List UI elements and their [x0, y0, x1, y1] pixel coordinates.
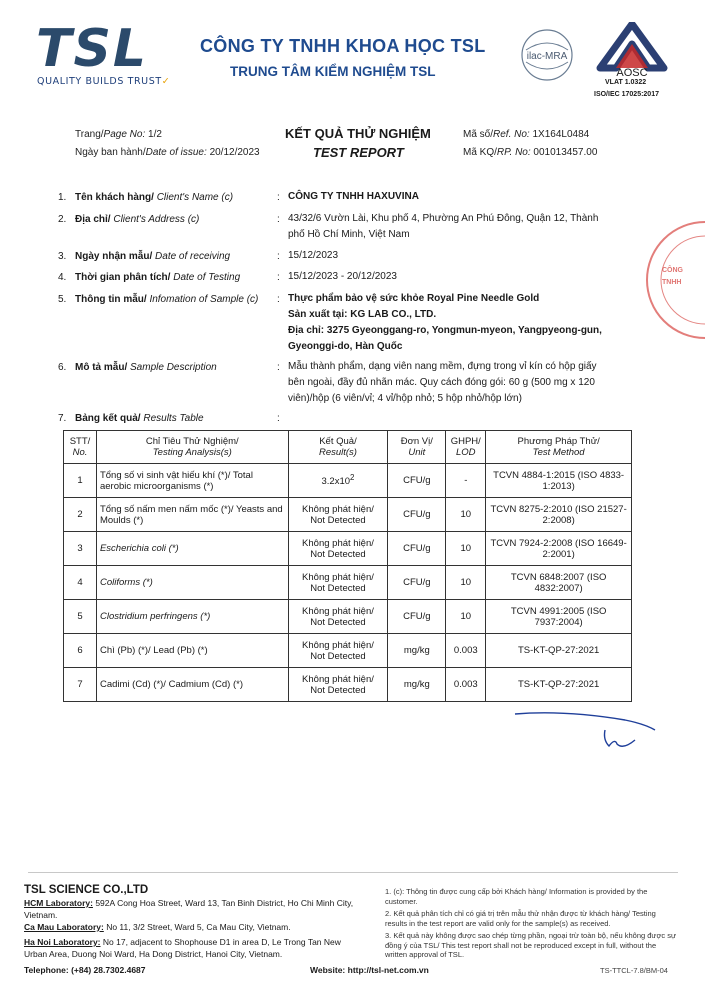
table-row	[64, 532, 632, 566]
svg-text:TNHH: TNHH	[662, 279, 682, 286]
cell-analysis: Clostridium perfringens (*)	[96, 600, 288, 634]
cell-method: TCVN 7924-2:2008 (ISO 16649-2:2001)	[486, 532, 632, 566]
field-number: 6.	[58, 362, 67, 373]
ilac-mra-logo	[520, 28, 574, 82]
table-header-row	[64, 431, 632, 464]
footer-telephone: Telephone: (+84) 28.7302.4687	[24, 965, 146, 975]
footer-note-1: 1. (c): Thông tin được cung cấp bởi Khách hàng/ Information is provided by the customer.	[385, 887, 648, 906]
table-row	[64, 634, 632, 668]
cell-lod: -	[446, 464, 486, 498]
cell-analysis: Escherichia coli (*)	[96, 532, 288, 566]
cell-result: Không phát hiện/ Not Detected	[288, 566, 388, 600]
cell-result: Không phát hiện/ Not Detected	[288, 498, 388, 532]
cell-no: 5	[64, 600, 97, 634]
cell-unit: CFU/g	[388, 600, 446, 634]
cell-analysis: Tổng số nấm men nấm mốc (*)/ Yeasts and Moulds (*)	[96, 498, 288, 532]
svg-text:TSL: TSL	[36, 19, 149, 74]
field-label: Ngày nhận mẫu/ Date of receiving	[75, 251, 231, 262]
receiving-date: 15/12/2023	[288, 250, 339, 261]
table-row	[64, 566, 632, 600]
cell-analysis: Tổng số vi sinh vật hiếu khí (*)/ Total aerobic microorganisms (*)	[96, 464, 288, 498]
col-header-analysis: Chỉ Tiêu Thử Nghiệm/ Testing Analysis(s)	[96, 431, 288, 464]
field-colon: :	[277, 294, 280, 305]
client-address: 43/32/6 Vườn Lài, Khu phố 4, Phường An Phú Đông, Quận 12, Thành phố Hồ Chí Minh, Việt Nam	[288, 213, 599, 240]
results-table	[63, 430, 632, 702]
cell-lod: 10	[446, 498, 486, 532]
cell-no: 4	[64, 566, 97, 600]
cell-no: 2	[64, 498, 97, 532]
hanoi-laboratory: Ha Noi Laboratory: No 17, adjacent to Shophouse D1 in area D, Le Trong Tan New Urban Area, Duong Noi Ward, Ha Dong District, Hanoi City, Vietnam.	[24, 937, 341, 959]
footer-divider	[28, 872, 678, 873]
field-colon: :	[277, 362, 280, 373]
field-number: 5.	[58, 294, 67, 305]
cell-lod: 10	[446, 532, 486, 566]
col-header-lod: GHPH/ LOD	[446, 431, 486, 464]
cell-method: TS-KT-QP-27:2021	[486, 668, 632, 702]
field-colon: :	[277, 251, 280, 262]
cell-result: Không phát hiện/ Not Detected	[288, 634, 388, 668]
field-label: Thời gian phân tích/ Date of Testing	[75, 272, 241, 283]
cell-result: Không phát hiện/ Not Detected	[288, 668, 388, 702]
field-number: 4.	[58, 272, 67, 283]
footer-website[interactable]: Website: http://tsl-net.com.vn	[310, 965, 429, 975]
field-label: Địa chỉ/ Client's Address (c)	[75, 214, 200, 225]
aosc-logo	[594, 22, 670, 78]
field-number: 7.	[58, 413, 67, 424]
form-code: TS-TTCL-7.8/BM-04	[600, 966, 668, 975]
field-label: Mô tả mẫu/ Sample Description	[75, 362, 217, 373]
center-name: TRUNG TÂM KIỂM NGHIỆM TSL	[230, 64, 436, 79]
cell-method: TCVN 4991:2005 (ISO 7937:2004)	[486, 600, 632, 634]
footer-note-2: 2. Kết quả phân tích chỉ có giá trị trên mẫu thử nhận được từ khách hàng/ Testing results in the test report are valid only for the sample(s) as received.	[385, 909, 656, 928]
camau-laboratory: Ca Mau Laboratory: No 11, 3/2 Street, Ward 5, Ca Mau City, Vietnam.	[24, 922, 291, 932]
logo-tagline: QUALITY BUILDS TRUST✓	[37, 76, 171, 87]
cell-unit: CFU/g	[388, 566, 446, 600]
field-number: 3.	[58, 251, 67, 262]
sample-information: Thực phẩm bảo vệ sức khỏe Royal Pine Needle Gold Sản xuất tại: KG LAB CO., LTD. Địa chỉ: 3275 Gyeonggang-ro, Yongmun-myeon, Yangpyeong-gun, Gyeonggi-do, Hàn Quốc	[288, 293, 602, 352]
cell-analysis: Coliforms (*)	[96, 566, 288, 600]
cell-no: 6	[64, 634, 97, 668]
table-row	[64, 464, 632, 498]
page-number: Trang/Page No: 1/2	[75, 129, 162, 140]
cell-method: TCVN 4884-1:2015 (ISO 4833-1:2013)	[486, 464, 632, 498]
svg-text:AOSC: AOSC	[616, 67, 648, 78]
cell-unit: CFU/g	[388, 464, 446, 498]
issue-date: Ngày ban hành/Date of issue: 20/12/2023	[75, 147, 260, 158]
cell-result: Không phát hiện/ Not Detected	[288, 600, 388, 634]
cell-lod: 10	[446, 566, 486, 600]
report-title-en: TEST REPORT	[313, 145, 404, 160]
official-seal	[640, 210, 705, 350]
rp-number: Mã KQ/RP. No: 001013457.00	[463, 147, 598, 158]
col-header-unit: Đơn Vị/ Unit	[388, 431, 446, 464]
cell-method: TCVN 6848:2007 (ISO 4832:2007)	[486, 566, 632, 600]
sample-description: Mẫu thành phẩm, dạng viên nang mềm, đựng trong vỉ kín có hộp giấy bên ngoài, đầy đủ nhãn mác. Quy cách đóng gói: 60 g (500 mg x 120 viên)/hộp (6 viên/vỉ; 4 vỉ/hộp nhỏ; 5 hộp nhỏ/hộp lớn)	[288, 361, 597, 404]
ref-number: Mã số/Ref. No: 1X164L0484	[463, 129, 590, 140]
cell-result: Không phát hiện/ Not Detected	[288, 532, 388, 566]
svg-text:ilac-MRA: ilac-MRA	[526, 51, 568, 62]
client-name: CÔNG TY TNHH HAXUVINA	[288, 191, 419, 202]
field-colon: :	[277, 192, 280, 203]
cell-unit: mg/kg	[388, 634, 446, 668]
svg-text:CÔNG: CÔNG	[662, 267, 683, 274]
field-colon: :	[277, 272, 280, 283]
footer-note-3: 3. Kết quả này không được sao chép từng phần, ngoại trừ toàn bộ, nếu không được sự đồng ý của TSL/ This test report shall not be reproduced except in full, without the written approval of TSL.	[385, 931, 676, 960]
cell-lod: 0.003	[446, 634, 486, 668]
tsl-logo	[36, 18, 156, 74]
table-row	[64, 668, 632, 702]
cell-unit: CFU/g	[388, 498, 446, 532]
testing-period: 15/12/2023 - 20/12/2023	[288, 271, 397, 282]
field-label: Tên khách hàng/ Client's Name (c)	[75, 192, 234, 203]
table-row	[64, 600, 632, 634]
vlat-code: VLAT 1.0322	[605, 79, 647, 86]
cell-lod: 10	[446, 600, 486, 634]
cell-method: TCVN 8275-2:2010 (ISO 21527-2:2008)	[486, 498, 632, 532]
col-header-result: Kết Quả/ Result(s)	[288, 431, 388, 464]
report-title-vi: KẾT QUẢ THỬ NGHIỆM	[285, 126, 431, 141]
field-number: 2.	[58, 214, 67, 225]
field-number: 1.	[58, 192, 67, 203]
cell-method: TS-KT-QP-27:2021	[486, 634, 632, 668]
field-colon: :	[277, 214, 280, 225]
cell-analysis: Cadimi (Cd) (*)/ Cadmium (Cd) (*)	[96, 668, 288, 702]
cell-unit: CFU/g	[388, 532, 446, 566]
cell-analysis: Chì (Pb) (*)/ Lead (Pb) (*)	[96, 634, 288, 668]
iso-standard: ISO/IEC 17025:2017	[594, 91, 659, 98]
cell-no: 3	[64, 532, 97, 566]
table-row	[64, 498, 632, 532]
cell-no: 7	[64, 668, 97, 702]
field-colon: :	[277, 413, 280, 424]
signature	[505, 700, 665, 760]
cell-no: 1	[64, 464, 97, 498]
col-header-no: STT/ No.	[64, 431, 97, 464]
footer-company: TSL SCIENCE CO.,LTD	[24, 884, 149, 896]
company-name: CÔNG TY TNHH KHOA HỌC TSL	[200, 36, 486, 56]
field-label: Thông tin mẫu/ Infomation of Sample (c)	[75, 294, 259, 305]
col-header-method: Phương Pháp Thử/ Test Method	[486, 431, 632, 464]
cell-lod: 0.003	[446, 668, 486, 702]
hcm-laboratory: HCM Laboratory: 592A Cong Hoa Street, Ward 13, Tan Binh District, Ho Chi Minh City, Vietnam.	[24, 898, 354, 920]
cell-unit: mg/kg	[388, 668, 446, 702]
cell-result: $3.2x10^2$	[288, 464, 388, 498]
field-label: Bảng kết quả/ Results Table	[75, 413, 204, 424]
